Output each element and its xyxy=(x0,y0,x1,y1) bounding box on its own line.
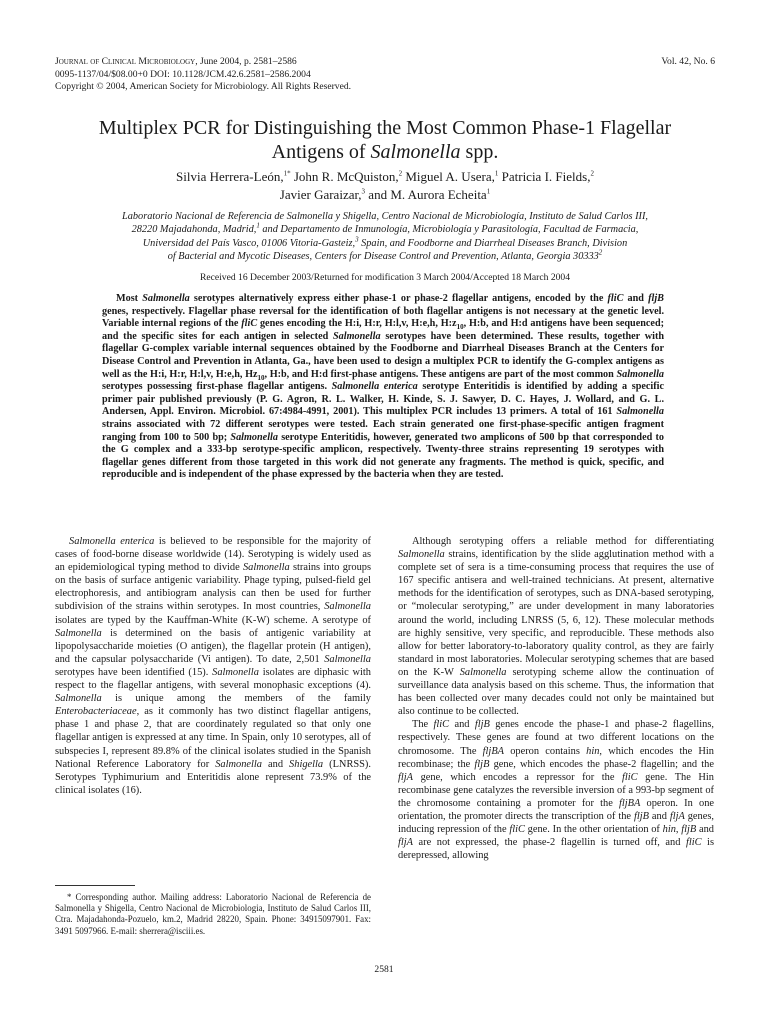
author-affil-mark: 1 xyxy=(283,169,288,178)
author-affil-mark: 3 xyxy=(361,187,366,196)
body-paragraph: Salmonella enterica is believed to be responsible for the majority of cases of food-borne disease worldwide (14). Serotyping is widely used as an epidemiological typing method to divide Salmonella strains into groups on the basis of surface antigenic variability. Phage typing, pulsed-field gel electrophoresis, and antibiogram analysis can then be used for further subdivision of the strains within serotypes. In most countries, Salmonella isolates are typed by the Kauffman-White (K-W) scheme. A serotype of Salmonella is determined on the basis of antigenic variability at lipopolysaccharide moieties (O antigen), the flagellar protein (H antigen), and the capsular polysaccharide (Vi antigen). To date, 2,501 Salmonella serotypes have been identified (15). Salmonella isolates are diphasic with respect to the flagellar antigens, with several monophasic exceptions (4). Salmonella is unique among the members of the family Enterobacteriaceae, as it commonly has two distinct flagellar antigens, phase 1 and phase 2, that are coordinately regulated so that only one flagellar antigen is expressed at any time. In Spain, only 10 serotypes, all of subspecies I, represent 89.8% of the clinical isolates studied in the Spanish National Reference Laboratory for Salmonella and Shigella (LNRSS). Serotypes Typhimurium and Enteritidis alone represent 73.9% of the clinical isolates (16). xyxy=(55,536,372,796)
author-affil-mark: 2 xyxy=(590,169,594,178)
title-line-1: Multiplex PCR for Distinguishing the Most Common Phase-1 Flagellar xyxy=(98,117,672,139)
corresponding-author-footnote: * Corresponding author. Mailing address: Laboratorio Nacional de Referencia de Salmonella y Shigella, Centro Nacional de Microbiologia, Instituto de Salud Carlos III, Ctra. Majadahonda-Pozuelo, km.2, Madrid 28220, Spain. Phone: 34915097901. Fax: 3491 5097966. E-mail: sherrera@isciii.es. xyxy=(55,892,371,936)
affiliation-line: Laboratorio Nacional de Referencia de Salmonella y Shigella, Centro Nacional de Microbiología, Instituto de Salud Carlos III, xyxy=(122,211,648,222)
author-name: Miguel A. Usera, xyxy=(402,169,495,184)
body-paragraph: Although serotyping offers a reliable method for differentiating Salmonella strains, identification by the slide agglutination method with a complete set of sera is a time-consuming process that requires the use of 167 specific antisera and well-trained technicians. At present, alternative methods for the identification of serotypes, such as DNA-based serotyping, or “molecular serotyping,” are under development in many laboratories around the world, including LNRSS (5, 6, 12). These molecular methods are highly sensitive, very specific, and reproducible. These methods also allow for better laboratory-to-laboratory quality control, as they are fairly standard in most laboratories. Molecular serotyping schemes that are based on the K-W Salmonella serotyping scheme allow the continuation of surveillance data analysis based on this scheme. Thus, the information that has been collected over many decades could not only be maintained but also continue to be collected. xyxy=(398,536,714,718)
volume-number: Vol. 42, No. 6 xyxy=(661,56,715,67)
title-text: spp. xyxy=(460,141,499,163)
title-genus: Salmonella xyxy=(370,141,461,163)
corresponding-mark: * xyxy=(287,169,291,178)
author-name: Silvia Herrera-León, xyxy=(176,169,284,184)
journal-header xyxy=(55,56,715,94)
affiliation-line xyxy=(60,237,710,250)
affiliation-text: Spain, and Foodborne and Diarrheal Diseases Branch, Division xyxy=(358,237,628,249)
affiliation-line xyxy=(60,223,710,236)
article-title xyxy=(40,116,730,164)
title-line-2 xyxy=(40,140,730,164)
copyright-line: Copyright © 2004, American Society for Microbiology. All Rights Reserved. xyxy=(55,81,352,92)
affiliations xyxy=(60,210,710,264)
affiliation-text: and Departamento de Inmunología, Microbiología y Parasitología, Facultad de Farmacia, xyxy=(259,224,639,236)
affiliation-text: Universidad del País Vasco, 01006 Vitoria-Gasteiz, xyxy=(142,237,356,249)
author-name: and M. Aurora Echeita xyxy=(365,187,487,202)
author-affil-mark: 1 xyxy=(486,187,491,196)
journal-citation-line xyxy=(55,56,715,69)
journal-issue: , June 2004, p. 2581–2586 xyxy=(195,56,297,67)
author-affil-mark: 2 xyxy=(398,169,403,178)
author-name: Patricia I. Fields, xyxy=(498,169,591,184)
abstract: Most Salmonella serotypes alternatively express either phase-1 or phase-2 flagellar antigens, encoded by the fliC and fljB genes, respectively. Flagellar phase reversal for the identification of both flagellar antigens is not necessary at the genetic level. Variable internal regions of the fliC genes encoding the H:i, H:r, H:l,v, H:e,h, $H:z_{10}$, H:b, and H:d antigens have been sequenced; and the specific sites for each antigen in selected Salmonella serotypes have been determined. These results, together with flagellar G-complex variable internal sequences obtained by the Foodborne and Diarrheal Diseases Branch at the Centers for Disease Control and Prevention in Atlanta, Ga., have been used to design a multiplex PCR to identify the G-complex antigens as well as the H:i, H:r, H:l,v, H:e,h, $Hz_{10}$, H:b, and H:d first-phase antigens. These antigens are part of the most common Salmonella serotypes possessing first-phase flagellar antigens. Salmonella enterica serotype Enteritidis is identified by adding a specific primer pair published previously (P. G. Agron, R. L. Walker, H. Kinde, S. J. Sawyer, D. C. Hayes, J. Wollard, and G. L. Andersen, Appl. Environ. Microbiol. 67:4984-4991, 2001). This multiplex PCR includes 13 primers. A total of 161 Salmonella strains associated with 72 different serotypes were tested. Each strain generated one first-phase-specific antigen fragment ranging from 100 to 500 bp; Salmonella serotype Enteritidis, however, generated two amplicons of 500 bp that corresponded to the G complex and a 333-bp serotype-specific amplicon, respectively. Twenty-three strains representing 19 serotypes with flagellar genes different from those targeted in this work did not generate any fragments. The method is quick, specific, and reproducible and is independent of the phase expressed by the bacteria when they are tested. xyxy=(102,293,665,481)
affiliation-line xyxy=(60,250,710,263)
affiliation-mark: 2 xyxy=(598,248,603,257)
affiliation-text: of Bacterial and Mycotic Diseases, Centers for Disease Control and Prevention, Atlanta, Georgia 30333 xyxy=(167,251,599,263)
author-name: John R. McQuiston, xyxy=(290,169,399,184)
affiliation-mark: 3 xyxy=(355,235,359,244)
journal-ids: 0095-1137/04/$08.00+0 DOI: 10.1128/JCM.42.6.2581–2586.2004 xyxy=(55,68,311,80)
body-paragraph: The fliC and fljB genes encode the phase-1 and phase-2 flagellins, respectively. These genes are found at two different locations on the chromosome. The fljBA operon contains hin, which encodes the Hin recombinase; the fljB gene, which encodes the phase-2 flagellin; and the fljA gene, which encodes a repressor for the fliC gene. The Hin recombinase gene catalyzes the reversible inversion of a 993-bp segment of the chromosome containing a promoter for the fljBA operon. In one orientation, the promoter directs the transcription of the fljB and fljA genes, inducing repression of the fliC gene. In the other orientation of hin, fljB and fljA are not expressed, the phase-2 flagellin is turned off, and fliC is derepressed, allowing xyxy=(398,719,715,862)
author-list xyxy=(60,168,710,204)
received-dates: Received 16 December 2003/Returned for modification 3 March 2004/Accepted 18 March 2004 xyxy=(199,272,571,283)
author-affil-mark: 1 xyxy=(494,169,499,178)
author-line-2 xyxy=(60,186,710,204)
body-column-left xyxy=(55,535,371,797)
affiliation-text: 28220 Majadahonda, Madrid, xyxy=(131,224,257,236)
affiliation-mark: 1 xyxy=(256,221,260,230)
footnote-divider xyxy=(55,885,135,886)
title-text: Antigens of xyxy=(271,141,371,163)
journal-name: Journal of Clinical Microbiology xyxy=(55,56,196,67)
body-column-right xyxy=(398,535,714,862)
page-number: 2581 xyxy=(374,964,394,975)
author-line-1 xyxy=(60,168,710,186)
author-name: Javier Garaizar, xyxy=(279,187,362,202)
